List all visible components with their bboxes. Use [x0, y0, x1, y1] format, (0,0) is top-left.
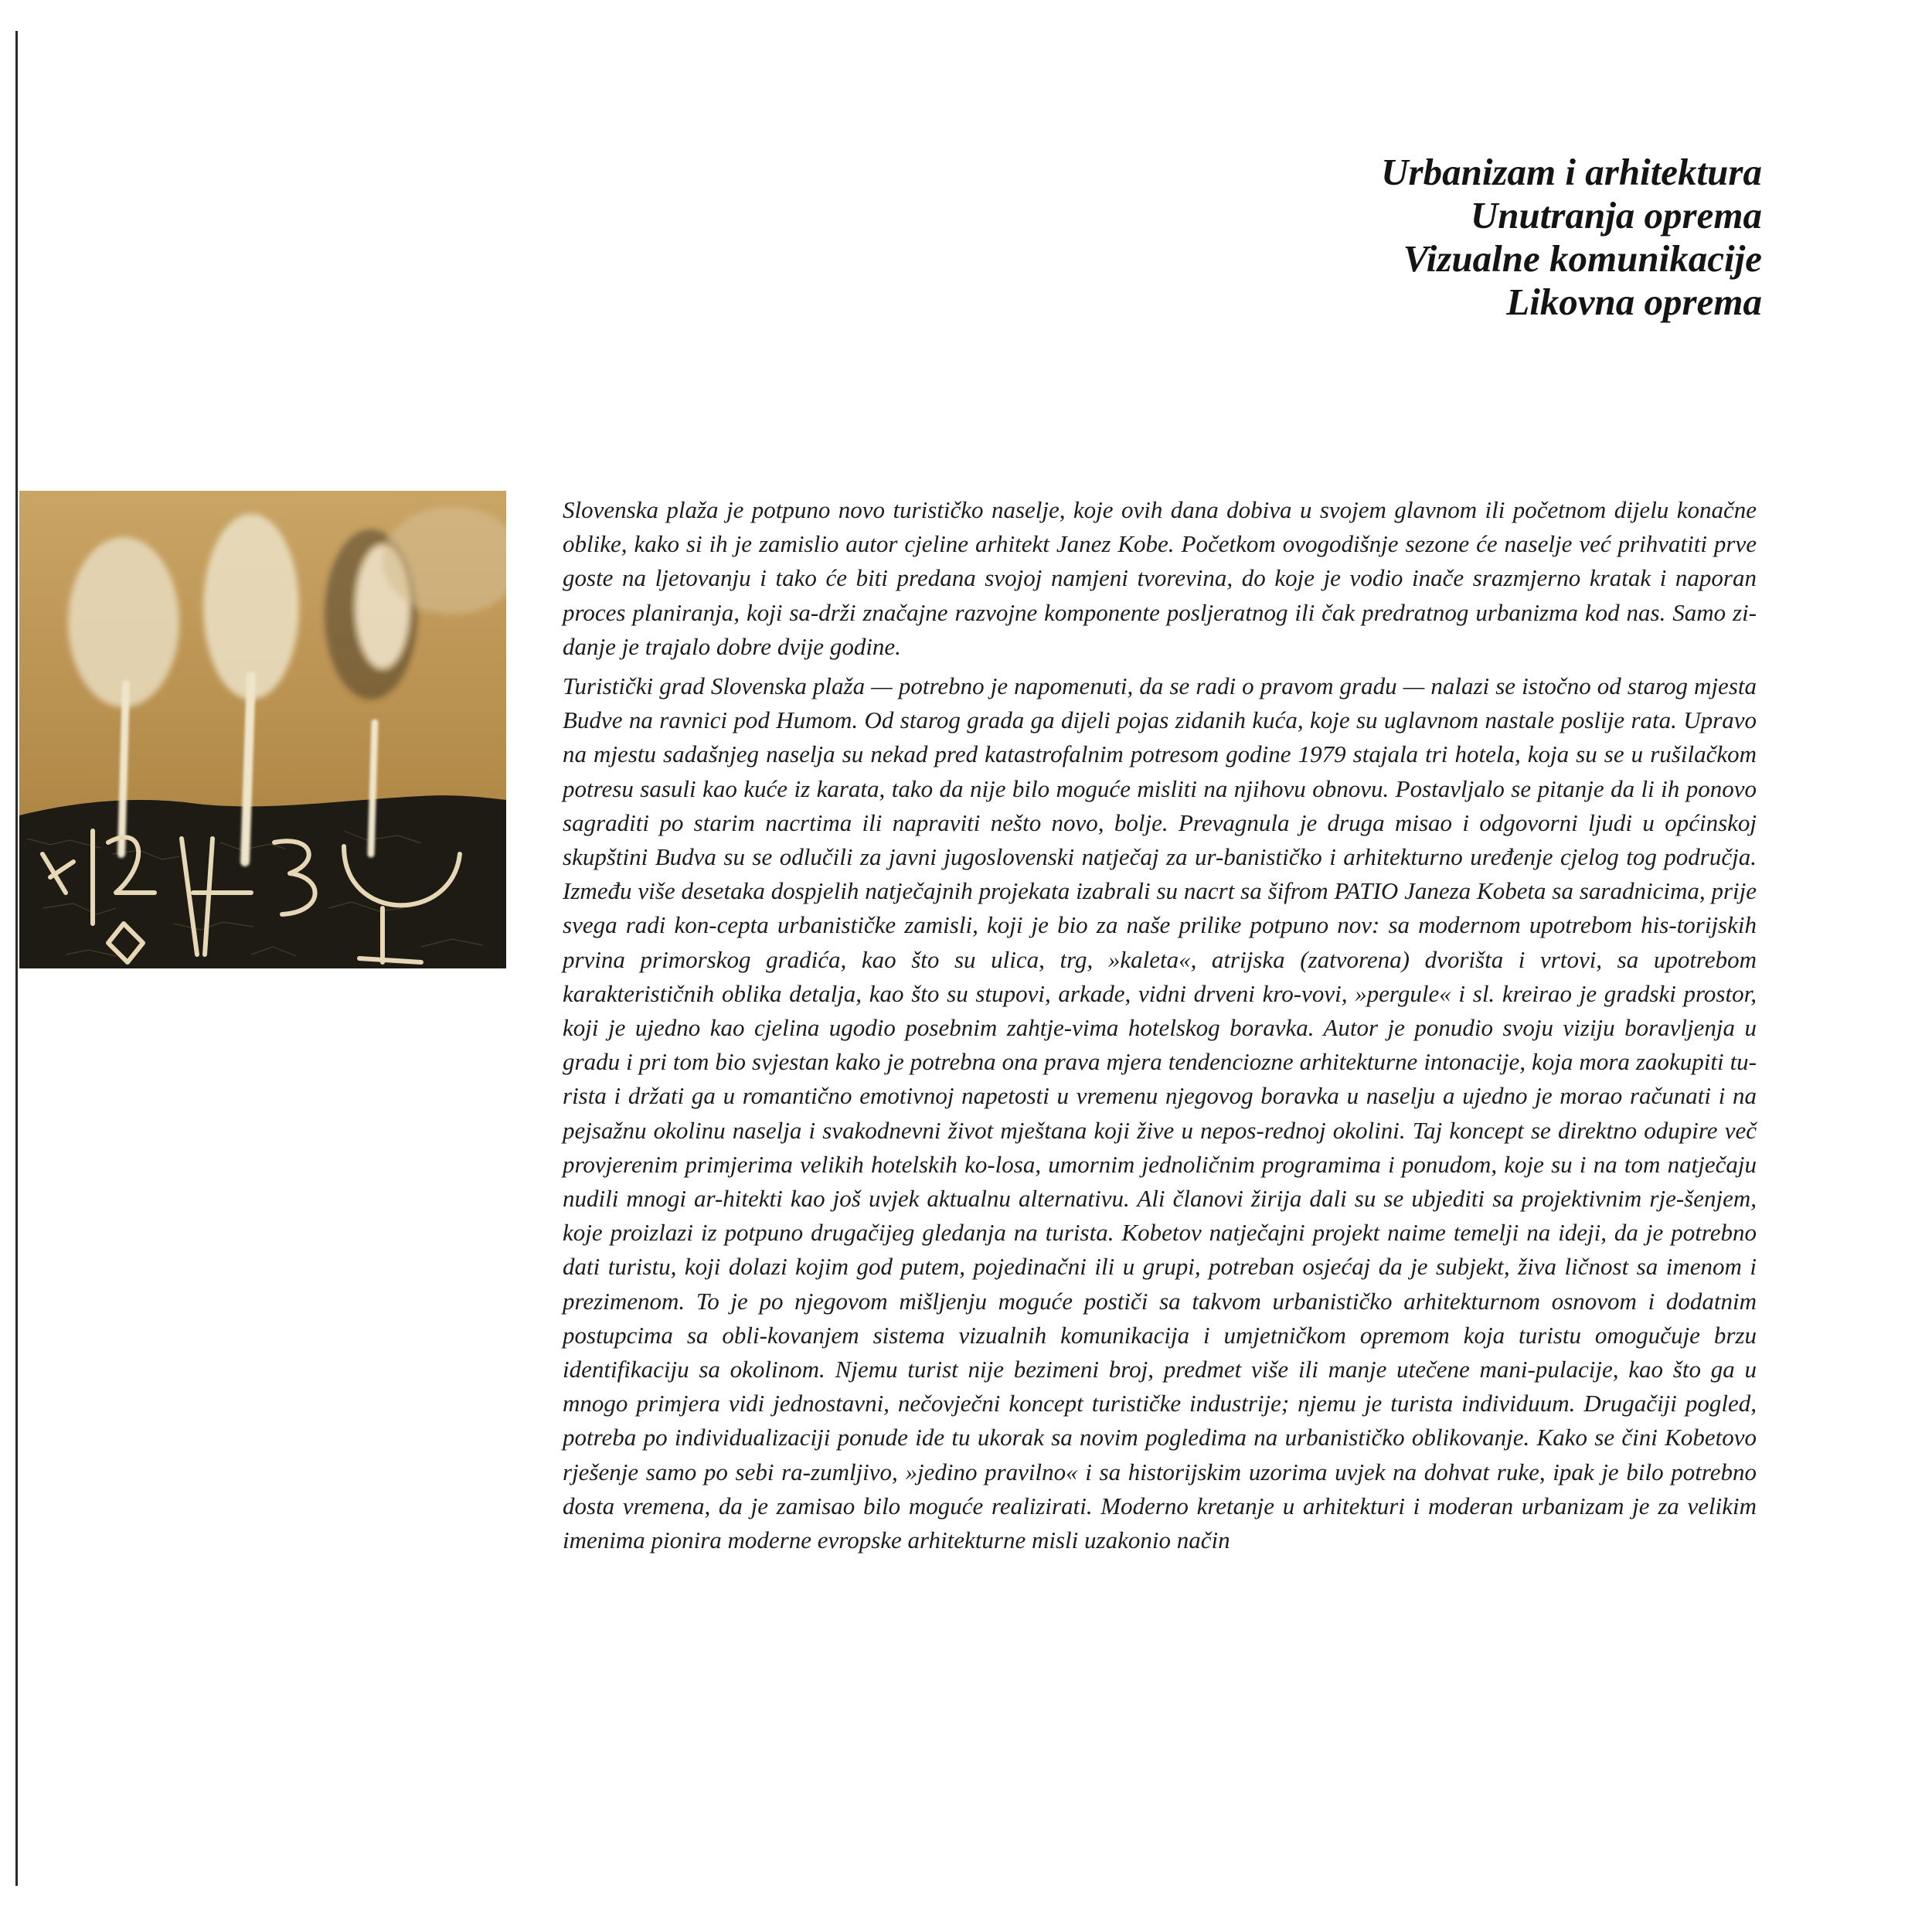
title-line-1: Urbanizam i arhitektura — [1381, 151, 1762, 193]
artwork-image — [19, 491, 506, 968]
article-body — [563, 493, 1757, 1563]
section-titles — [1381, 151, 1762, 324]
artwork-drawing — [19, 491, 506, 968]
article-paragraph-1: Slovenska plaža je potpuno novo turističko naselje, koje ovih dana dobiva u svojem glavnom ili početnom dijelu konačne oblike, kako si ih je zamislio autor cjeline arhitekt Janez Kobe. Početkom ovogodišnje sezone će naselje već prihvatiti prve goste na ljetovanju i tako će biti predana svojoj namjeni tvorevina, do koje je vodio inače srazmjerno kratak i naporan proces planiranja, koji sa-drži značajne razvojne komponente posljeratnog ili čak predratnog urbanizma kod nas. Samo zi-danje je trajalo dobre dvije godine. — [563, 496, 1757, 660]
page-edge-line — [15, 31, 18, 1886]
title-line-2: Unutranja oprema — [1470, 194, 1762, 237]
title-line-4: Likovna oprema — [1506, 281, 1762, 323]
article-paragraph-2: Turistički grad Slovenska plaža — potrebno je napomenuti, da se radi o pravom gradu — nalazi se istočno od starog mjesta Budve na ravnici pod Humom. Od starog grada ga dijeli pojas zidanih kuća, koje su uglavnom nastale poslije rata. Upravo na mjestu sadašnjeg naselja su nekad pred katastrofalnim potresom godine 1979 stajala tri hotela, koja su se u rušilačkom potresu sasuli kao kuće iz karata, tako da nije bilo moguće misliti na njihovu obnovu. Postavljalo se pitanje da li ih ponovo sagraditi po starim nacrtima ili napraviti nešto novo, bolje. Prevagnula je druga misao i odgovorni ljudi u općinskoj skupštini Budva su se odlučili za javni jugoslovenski natječaj za ur-banističko i arhitekturno uređenje cjelog tog područja. Između više desetaka dospjelih natječajnih projekata izabrali su nacrt sa šifrom PATIO Janeza Kobeta sa saradnicima, prije svega radi kon-cepta urbanističke zamisli, koji je bio za naše prilike potpuno nov: sa modernom upotrebom his-torijskih prvina primorskog gradića, kao što su ulica, trg, »kaleta«, atrijska (zatvorena) dvorišta i vrtovi, sa upotrebom karakterističnih oblika detalja, kao što su stupovi, arkade, vidni drveni kro-vovi, »pergule« i sl. kreirao je gradski prostor, koji je ujedno kao cjelina ugodio posebnim zahtje-vima hotelskog boravka. Autor je ponudio svoju viziju boravljenja u gradu i pri tom bio svjestan kako je potrebna ona prava mjera tendenciozne arhitekturne intonacije, koja mora zaokupiti tu-rista i držati ga u romantično emotivnoj napetosti u vremenu njegovog boravka u naselju a ujedno je morao računati i na pejsažnu okolinu naselja i svakodnevni život mještana koji žive u nepos-rednoj okolini. Taj koncept se direktno odupire več provjerenim primjerima velikih hotelskih ko-losa, umornim jednoličnim programima i ponudom, koje su i na tom natječaju nudili mnogi ar-hitekti kao još uvjek aktualnu alternativu. Ali članovi žirija dali su se ubjediti sa projektivnim rje-šenjem, koje proizlazi iz potpuno drugačijeg gledanja na turista. Kobetov natječajni projekt naime temelji na ideji, da je potrebno dati turistu, koji dolazi kojim god putem, pojedinačni ili u grupi, potreban osjećaj da je subjekt, živa ličnost sa imenom i prezimenom. To je po njegovom mišljenju moguće postiči sa takvom urbanističko arhitekturnom osnovom i dodatnim postupcima sa obli-kovanjem sistema vizualnih komunikacija i umjetničkom opremom koja turistu omogučuje brzu identifikaciju sa okolinom. Njemu turist nije bezimeni broj, predmet više ili manje utečene mani-pulacije, kao što ga u mnogo primjera vidi jednostavni, nečovječni koncept turističke industrije; njemu je turista individuum. Drugačiji pogled, potreba po individualizaciji ponude ide tu ukorak sa novim pogledima na urbanističko oblikovanje. Kako se čini Kobetovo rješenje samo po sebi ra-zumljivo, »jedino pravilno« i sa historijskim uzorima uvjek na dohvat ruke, ipak je bilo potrebno dosta vremena, da je zamisao bilo moguće realizirati. Moderno kretanje u arhitekturi i moderan urbanizam je za velikim imenima pionira moderne evropske arhitekturne misli uzakonio način — [563, 672, 1757, 1554]
title-line-3: Vizualne komunikacije — [1403, 237, 1762, 280]
